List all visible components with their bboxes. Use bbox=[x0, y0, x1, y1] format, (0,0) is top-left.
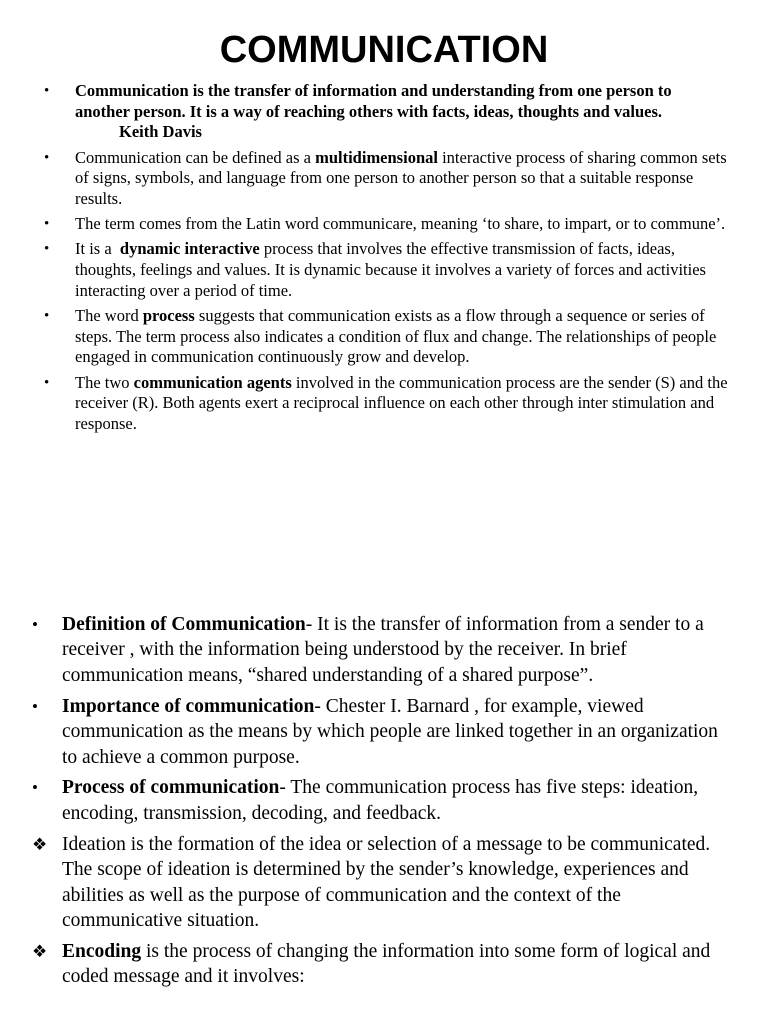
diamond-bullet-icon: ❖ bbox=[32, 834, 48, 854]
list-item bbox=[40, 239, 730, 301]
item-text: - The communication process has five steps: ideation, encoding, transmission, decoding, and feedback. bbox=[62, 777, 699, 824]
quote-author: Keith Davis bbox=[119, 122, 202, 142]
item-bold-term: Encoding bbox=[62, 940, 142, 962]
bullet-icon: • bbox=[32, 615, 38, 634]
list-item bbox=[32, 939, 732, 990]
bullet-icon: • bbox=[44, 308, 50, 325]
list-item bbox=[40, 214, 730, 235]
item-bold-term: communication agents bbox=[133, 372, 292, 392]
item-text: is the process of changing the information into some form of logical and coded message and it involves: bbox=[62, 940, 711, 988]
list-item bbox=[40, 81, 730, 143]
list-item bbox=[32, 832, 732, 934]
item-bold-term: Definition of Communication bbox=[62, 614, 306, 635]
list-item bbox=[40, 148, 730, 210]
diamond-bullet-icon: ❖ bbox=[32, 941, 48, 961]
item-text: interactive process of sharing common sets of signs, symbols, and language from one person to another person so that a suitable response results. bbox=[75, 147, 727, 209]
page-title: COMMUNICATION bbox=[219, 29, 549, 71]
bullet-icon: • bbox=[32, 778, 38, 798]
item-text: The word bbox=[75, 306, 143, 326]
item-text: - Chester I. Barnard , for example, viewed communication as the means by which people are linked together in an organization to achieve a common purpose. bbox=[62, 695, 718, 768]
item-text: - It is the transfer of information from a sender to a receiver , with the information being understood by the receiver. In brief communication means, “shared understanding of a shared purpose”. bbox=[62, 614, 704, 686]
list-item bbox=[32, 694, 732, 770]
item-text: Ideation is the formation of the idea or selection of a message to be communicated. The scope of ideation is determined by the sender’s knowledge, experiences and abilities as well as the purpose of communication and the context of the communicative situation. bbox=[62, 833, 711, 931]
item-bold-term: process bbox=[142, 306, 195, 326]
list-item bbox=[40, 306, 730, 368]
item-bold-term: multidimensional bbox=[315, 147, 438, 167]
details-bullet-list bbox=[32, 612, 732, 995]
item-bold-term: dynamic interactive bbox=[119, 239, 260, 259]
item-text: The term comes from the Latin word communicare, meaning ‘to share, to impart, or to commune’. bbox=[75, 214, 726, 234]
item-text: The two bbox=[75, 372, 134, 392]
bullet-icon: • bbox=[44, 241, 50, 258]
list-item bbox=[32, 612, 732, 688]
bullet-icon: • bbox=[44, 216, 50, 233]
item-text: suggests that communication exists as a flow through a sequence or series of steps. The term process also indicates a condition of flux and change. The relationships of people engaged in communication continuously grow and develop. bbox=[75, 306, 717, 367]
item-text: involved in the communication process are the sender (S) and the receiver (R). Both agents exert a reciprocal influence on each other through inter stimulation and response. bbox=[75, 372, 728, 434]
item-bold-term: Importance of communication bbox=[62, 695, 315, 717]
bullet-icon: • bbox=[32, 696, 38, 716]
item-text: It is a bbox=[75, 239, 120, 259]
bullet-icon: • bbox=[44, 83, 50, 99]
bullet-icon: • bbox=[44, 374, 50, 391]
list-item bbox=[40, 373, 730, 435]
quote-text: Communication is the transfer of information and understanding from one person to another person. It is a way of reaching others with facts, ideas, thoughts and values. bbox=[75, 81, 672, 121]
item-text: process that involves the effective transmission of facts, ideas, thoughts, feelings and values. It is dynamic because it involves a variety of forces and activities interacting over a period of time. bbox=[75, 239, 706, 300]
list-item bbox=[32, 775, 732, 826]
bullet-icon: • bbox=[44, 149, 50, 166]
item-bold-term: Process of communication bbox=[62, 777, 280, 799]
item-text: Communication can be defined as a bbox=[75, 147, 316, 167]
intro-bullet-list bbox=[40, 81, 730, 439]
